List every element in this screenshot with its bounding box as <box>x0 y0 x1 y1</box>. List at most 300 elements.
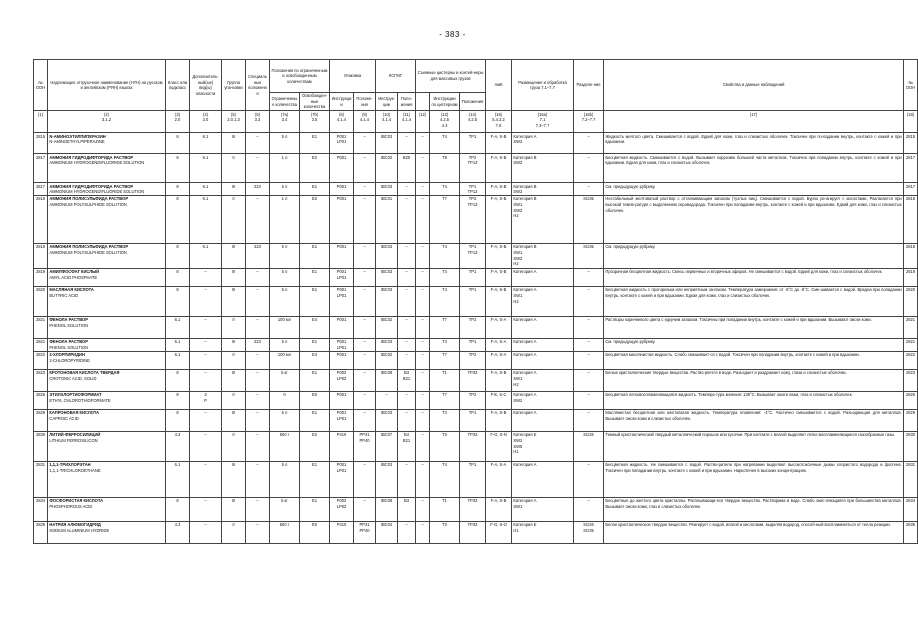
cell-subsidiary-hazard: – <box>190 339 222 352</box>
cell-shipping-name <box>48 269 166 287</box>
cell-properties: Бесцветная жидкость с прогорклым или неприятным за-пахом. Температура замерзания: от -5°С до -8°С. Сме-шивается с водой. Вредна при попадании внутрь, контакте с кожей и при вдыхании. Едкая для кожи, глаз и слизистых оболочек. <box>604 287 904 317</box>
cell-packing-instruction: P410 <box>330 432 354 462</box>
cell-ibc-instruction: IBC08 <box>376 370 398 392</box>
table-row <box>34 392 918 410</box>
header-special-provisions: Специальные положения <box>246 60 270 111</box>
name-english: ETHYL CHLOROTHIOFORMATE <box>49 398 111 404</box>
cell-excepted-quantity: E4 <box>300 352 330 370</box>
cell-limited-quantity: 5 л <box>270 133 300 154</box>
cell-un-number: 2834 <box>34 498 48 522</box>
cell-tank-blank: – <box>416 462 430 498</box>
cell-tank-instruction: T1 <box>430 498 460 522</box>
cell-properties: Прозрачная бесцветная жидкость. Смесь первичных и вторичных эфиров. Не смешивается с водой. Едкий для кожи, глаз и слизистых оболочек. <box>604 269 904 287</box>
cell-un-number: 2823 <box>34 370 48 392</box>
name-english: AMMONIUM HYDROGENDIFLUORIDE SOLUTION <box>49 189 145 195</box>
cell-subsidiary-hazard: 3 P <box>190 392 222 410</box>
cell-excepted-quantity: E1 <box>300 370 330 392</box>
cell-stowage: Категория A <box>512 352 574 370</box>
cell-special-provisions: – <box>246 498 270 522</box>
cell-tank-provision: TP2 TP13 <box>460 196 486 244</box>
cell-segregation: – <box>574 287 604 317</box>
cell-ibc-provision: – <box>398 410 416 432</box>
cell-segregation: – <box>574 370 604 392</box>
cell-excepted-quantity: E1 <box>300 133 330 154</box>
table-row <box>34 287 918 317</box>
cell-properties: Белые кристаллические твердые вещества. Раство-ряется в воде. Разъедает и раздражает кожу, глаза и слизистые оболочки. <box>604 370 904 392</box>
cell-stowage: Категория B SW1 SW2 H2 <box>512 196 574 244</box>
cell-un-number: 2817 <box>34 183 48 196</box>
cell-segregation: SG35 <box>574 196 604 244</box>
header-ibc-instructions: Инструк-ции <box>376 92 398 111</box>
header-packing: Упаковка <box>330 60 376 93</box>
header-limited: Ограниченные количества <box>270 92 300 111</box>
header-tank-blank <box>416 92 430 111</box>
cell-packing-provision: PP31 PP40 <box>354 432 376 462</box>
cell-packing-instruction: P001 LP01 <box>330 287 354 317</box>
name-russian: МАСЛЯНАЯ КИСЛОТА <box>49 287 94 293</box>
cell-shipping-name <box>48 432 166 462</box>
cell-un-number-right: 2822 <box>904 352 918 370</box>
cell-excepted-quantity: E1 <box>300 269 330 287</box>
cell-tank-instruction: T4 <box>430 287 460 317</box>
header-tanks: Съемные цистерны и контей-неры для массовых грузов <box>416 60 486 93</box>
cell-segregation: – <box>574 462 604 498</box>
cell-un-number-right: 2821 <box>904 317 918 339</box>
table-row <box>34 339 918 352</box>
name-russian: ФОСФОРИСТАЯ КИСЛОТА <box>49 498 104 504</box>
cell-packing-group: III <box>222 133 246 154</box>
name-russian: АММОНИЯ ГИДРОДИФТОРИДА РАСТВОР <box>49 154 134 160</box>
cell-segregation: – <box>574 392 604 410</box>
cell-packing-provision: – <box>354 462 376 498</box>
cell-segregation: – <box>574 154 604 183</box>
cell-packing-group: III <box>222 370 246 392</box>
cell-tank-blank: – <box>416 352 430 370</box>
cell-un-number-right: 2817 <box>904 183 918 196</box>
cell-ibc-provision: B3 B21 <box>398 370 416 392</box>
name-russian: ФЕНОЛА РАСТВОР <box>49 317 88 323</box>
cell-packing-instruction: P001 LP01 <box>330 133 354 154</box>
cell-limited-quantity: 5 л <box>270 244 300 269</box>
table-row <box>34 183 918 196</box>
cell-subsidiary-hazard: 6.1 <box>190 183 222 196</box>
cell-packing-group: III <box>222 269 246 287</box>
cell-un-number: 2835 <box>34 522 48 544</box>
cell-limited-quantity: 5 л <box>270 269 300 287</box>
cell-shipping-name <box>48 522 166 544</box>
cell-tank-instruction: T3 <box>430 432 460 462</box>
cell-tank-provision: TP2 TP13 <box>460 154 486 183</box>
cell-ibc-instruction: IBC03 <box>376 462 398 498</box>
cell-ibc-provision: – <box>398 352 416 370</box>
cell-tank-provision: TP2 <box>460 392 486 410</box>
cell-subsidiary-hazard: – <box>190 432 222 462</box>
table-row <box>34 410 918 432</box>
cell-ibc-instruction: IBC02 <box>376 317 398 339</box>
cell-un-number-right: 2835 <box>904 522 918 544</box>
cell-ibc-provision: B4 B21 <box>398 432 416 462</box>
cell-tank-blank: – <box>416 392 430 410</box>
cell-ems: F-A, S-A <box>486 317 512 339</box>
cell-tank-provision: TP1 <box>460 287 486 317</box>
dangerous-goods-table <box>33 59 918 544</box>
cell-un-number: 2818 <box>34 196 48 244</box>
cell-un-number-right: 2826 <box>904 392 918 410</box>
cell-packing-group: III <box>222 410 246 432</box>
cell-packing-instruction: P001 <box>330 196 354 244</box>
cell-ibc-provision: B20 <box>398 154 416 183</box>
cell-ibc-instruction: IBC01 <box>376 196 398 244</box>
cell-excepted-quantity: E1 <box>300 410 330 432</box>
cell-packing-group: II <box>222 317 246 339</box>
cell-tank-blank: – <box>416 196 430 244</box>
cell-un-number-right: 2818 <box>904 196 918 244</box>
cell-stowage: Категория B SW2 <box>512 183 574 196</box>
column-number-row <box>34 111 918 133</box>
cell-packing-group: II <box>222 432 246 462</box>
header-shipping-name: Надлежащее отгрузочное наименование (НТН) на русском и английском (РЯН) языках <box>48 60 166 111</box>
cell-ems: F-A, S-B <box>486 287 512 317</box>
colnum: (7b) 3.5 <box>300 111 330 133</box>
header-tank-instructions: Инструкции по цистернам <box>430 92 460 111</box>
cell-properties: Белое кристаллическое твердое вещество. Реагирует с водой, влагой и кислотами, выделяя водород, способ-ный воспламеняться от тепла реакции. <box>604 522 904 544</box>
name-english: PHOSPHOROUS ACID <box>49 504 93 510</box>
cell-shipping-name <box>48 392 166 410</box>
cell-un-number: 2822 <box>34 352 48 370</box>
cell-properties: Бесцветная маслянистая жидкость. Слабо смешивает-ся с водой. Токсичен при попадании внутрь, контакте с кожей и при вдыхании. <box>604 352 904 370</box>
cell-ibc-instruction: IBC03 <box>376 244 398 269</box>
cell-un-number-right: 2821 <box>904 339 918 352</box>
cell-packing-provision: – <box>354 133 376 154</box>
header-packing-group: Группа упа-ковки <box>222 60 246 111</box>
table-row <box>34 269 918 287</box>
cell-excepted-quantity: E1 <box>300 183 330 196</box>
table-row <box>34 244 918 269</box>
cell-tank-provision: TP2 <box>460 352 486 370</box>
cell-packing-group: II <box>222 522 246 544</box>
cell-packing-group: II <box>222 154 246 183</box>
cell-tank-provision: TP1 <box>460 269 486 287</box>
header-ems: АмК <box>486 60 512 111</box>
cell-un-number-right: 2830 <box>904 432 918 462</box>
cell-stowage: Категория A <box>512 462 574 498</box>
cell-ibc-instruction: IBC03 <box>376 287 398 317</box>
cell-ibc-instruction: IBC03 <box>376 339 398 352</box>
colnum: (3) 2.0 <box>166 111 190 133</box>
cell-packing-provision: – <box>354 392 376 410</box>
cell-un-number: 2831 <box>34 462 48 498</box>
cell-un-number-right: 2834 <box>904 498 918 522</box>
cell-tank-blank: – <box>416 244 430 269</box>
cell-tank-provision: TP33 <box>460 498 486 522</box>
cell-packing-provision: PP31 PP40 <box>354 522 376 544</box>
cell-stowage: Категория A SW1 <box>512 498 574 522</box>
cell-packing-group: III <box>222 287 246 317</box>
name-russian: ЛИТИЙ-ФЕРРОСИЛИЦИЙ <box>49 432 101 438</box>
cell-packing-provision: – <box>354 154 376 183</box>
cell-packing-group: III <box>222 498 246 522</box>
page-number: - 383 - <box>439 30 466 39</box>
name-english: 1,1,1-TRICHLOROETHANE <box>49 468 101 474</box>
cell-tank-provision: TP1 <box>460 133 486 154</box>
cell-segregation: SG26 SG35 <box>574 522 604 544</box>
cell-ems: F-A, S-B <box>486 410 512 432</box>
cell-stowage: Категория A SW1 H2 <box>512 370 574 392</box>
cell-tank-instruction: T4 <box>430 462 460 498</box>
cell-segregation: – <box>574 269 604 287</box>
cell-tank-instruction: T7 <box>430 196 460 244</box>
cell-packing-instruction: P001 LP01 <box>330 410 354 432</box>
name-russian: 1,1,1-ТРИХЛОРЭТАН <box>49 462 91 468</box>
cell-ems: F-A, S-A <box>486 339 512 352</box>
cell-shipping-name <box>48 287 166 317</box>
cell-properties: См. предыдущую рубрику. <box>604 339 904 352</box>
cell-tank-blank: – <box>416 370 430 392</box>
cell-limited-quantity: 5 кг <box>270 498 300 522</box>
cell-stowage: Категория B SW1 SW2 H2 <box>512 244 574 269</box>
name-english: AMMONIUM POLYSULPHIDE SOLUTION <box>49 202 127 208</box>
cell-properties: Растворы коричневого цвета с едкучим запахом. Токсичны при попадании внутрь, контакте с кожей и при вдыхании. Вызывают ожоги кожи. <box>604 317 904 339</box>
colnum: (16a) 7.1 7.3–7.7 <box>512 111 574 133</box>
cell-ems: F-A, S-A <box>486 352 512 370</box>
colnum: (2) 3.1.2 <box>48 111 166 133</box>
name-english: AMYL ACID PHOSPHATE <box>49 275 98 281</box>
cell-special-provisions: – <box>246 392 270 410</box>
cell-stowage: Категория A <box>512 339 574 352</box>
cell-packing-provision: – <box>354 244 376 269</box>
cell-ems: F-A, S-A <box>486 462 512 498</box>
cell-special-provisions: – <box>246 432 270 462</box>
colnum: (7a) 3.4 <box>270 111 300 133</box>
cell-ems: F-G, S-N <box>486 432 512 462</box>
cell-ibc-instruction: IBC03 <box>376 133 398 154</box>
cell-ibc-provision: – <box>398 317 416 339</box>
cell-tank-provision: TP1 <box>460 410 486 432</box>
cell-class: 8 <box>166 183 190 196</box>
cell-packing-instruction: P001 LP01 <box>330 269 354 287</box>
cell-packing-provision: – <box>354 196 376 244</box>
cell-shipping-name <box>48 317 166 339</box>
name-english: CAPROIC ACID <box>49 416 79 422</box>
cell-tank-blank: – <box>416 498 430 522</box>
cell-tank-blank: – <box>416 339 430 352</box>
cell-special-provisions: – <box>246 462 270 498</box>
cell-class: 8 <box>166 370 190 392</box>
name-russian: N-АМИНОЭТИЛПИПЕРАЗИН <box>49 133 106 139</box>
name-russian: АММОНИЯ ГИДРОДИФТОРИДА РАСТВОР <box>49 183 134 189</box>
cell-class: 8 <box>166 244 190 269</box>
cell-ibc-provision: B3 <box>398 498 416 522</box>
cell-tank-blank: – <box>416 287 430 317</box>
name-russian: КРОТОНОВАЯ КИСЛОТА ТВЕРДАЯ <box>49 370 120 376</box>
cell-tank-provision: TP33 <box>460 522 486 544</box>
cell-excepted-quantity: E1 <box>300 287 330 317</box>
cell-tank-instruction: T4 <box>430 269 460 287</box>
cell-properties: Темный кристаллический твердый металлический порошок или кусочки. При контакте с влагой выделяет легко-воспламеняющиеся газообразные газы. <box>604 432 904 462</box>
cell-un-number-right: 2819 <box>904 269 918 287</box>
cell-ibc-provision: – <box>398 522 416 544</box>
cell-special-provisions: 223 <box>246 183 270 196</box>
cell-tank-instruction: T7 <box>430 317 460 339</box>
cell-class: 8 <box>166 410 190 432</box>
header-stowage: Размещение и обработка груза 7.1–7.7 <box>512 60 574 111</box>
cell-ems: F-A, S-B <box>486 498 512 522</box>
cell-stowage: Категория B SW2 <box>512 154 574 183</box>
cell-ibc-instruction: IBC03 <box>376 410 398 432</box>
cell-un-number-right: 2831 <box>904 462 918 498</box>
cell-special-provisions: 223 <box>246 339 270 352</box>
cell-stowage: Категория E SW2 SW5 H1 <box>512 432 574 462</box>
cell-packing-group: II <box>222 392 246 410</box>
cell-class: 6.1 <box>166 317 190 339</box>
cell-packing-provision: – <box>354 370 376 392</box>
colnum: (4) 2.0 <box>190 111 222 133</box>
cell-limited-quantity: 100 мл <box>270 317 300 339</box>
cell-class: 8 <box>166 392 190 410</box>
cell-ems: F-A, S-B <box>486 133 512 154</box>
cell-shipping-name <box>48 498 166 522</box>
colnum: (11) 4.1.4 <box>398 111 416 133</box>
cell-ibc-instruction: IBC02 <box>376 352 398 370</box>
cell-stowage: Категория A SW2 <box>512 133 574 154</box>
cell-stowage: Категория E H1 <box>512 522 574 544</box>
cell-tank-provision: TP2 <box>460 317 486 339</box>
cell-excepted-quantity: E2 <box>300 432 330 462</box>
colnum: (14) 4.2.5 <box>460 111 486 133</box>
colnum: (12) <box>416 111 430 133</box>
cell-subsidiary-hazard: – <box>190 269 222 287</box>
cell-properties: Бесцветные до желтого цвета кристаллы. Расплывающи-еся твердое вещество. Растворима в воде. Слабо окис-ляющаяся при большинства металлов. Вызывает ожоги кожи, глаз и слизистых оболочек. <box>604 498 904 522</box>
cell-packing-group: III <box>222 462 246 498</box>
name-russian: ЭТИЛХЛОРТИОФОРМИАТ <box>49 392 102 398</box>
cell-ibc-provision: – <box>398 462 416 498</box>
cell-shipping-name <box>48 462 166 498</box>
cell-un-number: 2830 <box>34 432 48 462</box>
cell-ibc-provision: – <box>398 244 416 269</box>
cell-packing-instruction: P001 <box>330 154 354 183</box>
cell-packing-instruction: P001 <box>330 183 354 196</box>
name-russian: АММОНИЯ ПОЛИСУЛЬФИДА РАСТВОР <box>49 244 129 250</box>
cell-un-number: 2829 <box>34 410 48 432</box>
cell-ems: F-A, S-B <box>486 269 512 287</box>
cell-shipping-name <box>48 244 166 269</box>
header-segregation: Разделе-ние <box>574 60 604 111</box>
cell-subsidiary-hazard: – <box>190 410 222 432</box>
cell-excepted-quantity: E1 <box>300 462 330 498</box>
cell-ibc-provision: – <box>398 392 416 410</box>
header-subsidiary-hazard: Дополнитель-ный(ые) вид(ы) опасности <box>190 60 222 111</box>
cell-packing-group: III <box>222 244 246 269</box>
colnum: (10) 4.1.4 <box>376 111 398 133</box>
cell-subsidiary-hazard: 6.1 <box>190 196 222 244</box>
cell-tank-blank: – <box>416 432 430 462</box>
cell-un-number: 2817 <box>34 154 48 183</box>
cell-class: 8 <box>166 196 190 244</box>
name-english: AMMONIUM POLYSULPHIDE SOLUTION <box>49 250 127 256</box>
cell-ibc-instruction: IBC03 <box>376 269 398 287</box>
cell-properties: Нестабильный желтоватый раствор с отталкивающим запахом (тухлых яиц). Смешивается с водой. Бурно ре-агирует с кислотами. Разлагается при высокой темпе-ратуре с выделением сероводорода. Токсичен при попадании внутрь, контакте с кожей и при вдыхании. Едкий для кожи, глаз и слизистых оболочек. <box>604 196 904 244</box>
cell-shipping-name <box>48 370 166 392</box>
cell-properties: Маслянистая бесцветная или желтоватая жидкость. Температура плавления: -4°С. Частично смешивается с водой. Разъедающая для металлов. Вызывает ожоги кожи и слизистых оболочек. <box>604 410 904 432</box>
table-row <box>34 352 918 370</box>
cell-tank-provision: TP1 <box>460 339 486 352</box>
table-row <box>34 196 918 244</box>
cell-limited-quantity: 5 л <box>270 287 300 317</box>
cell-shipping-name <box>48 154 166 183</box>
cell-un-number-right: 2823 <box>904 370 918 392</box>
cell-packing-provision: – <box>354 287 376 317</box>
cell-tank-blank: – <box>416 317 430 339</box>
cell-shipping-name <box>48 133 166 154</box>
cell-special-provisions: – <box>246 287 270 317</box>
cell-ems: F-A, S-B <box>486 244 512 269</box>
header-properties: Свойства и данные наблюдений <box>604 60 904 111</box>
cell-tank-provision: TP1 TP13 <box>460 244 486 269</box>
cell-subsidiary-hazard: 6.1 <box>190 154 222 183</box>
cell-tank-instruction: T7 <box>430 392 460 410</box>
cell-excepted-quantity: E0 <box>300 522 330 544</box>
colnum: (13) 4.2.5 4.3 <box>430 111 460 133</box>
name-english: BUTYRIC ACID <box>49 293 79 299</box>
cell-properties: Бесцветная жидкость. Не смешивается с водой. Раство-рители при нагревании выделяют высокотоксичные дымы хлористого водорода и фосгена. Токсичен при попадании внутрь, контакте с кожей и при вдыхании. Наркотичен в высоких концентрациях. <box>604 462 904 498</box>
header-tank-provisions: Положения <box>460 92 486 111</box>
cell-limited-quantity: 1 л <box>270 154 300 183</box>
cell-packing-instruction: P002 LP02 <box>330 370 354 392</box>
table-row <box>34 498 918 522</box>
name-english: N-AMINOETHYLPIPERAZINE <box>49 139 105 145</box>
cell-packing-instruction: P001 LP01 <box>330 339 354 352</box>
cell-shipping-name <box>48 410 166 432</box>
cell-excepted-quantity: E1 <box>300 244 330 269</box>
cell-segregation: – <box>574 352 604 370</box>
cell-ibc-provision: – <box>398 133 416 154</box>
cell-tank-instruction: T4 <box>430 339 460 352</box>
cell-subsidiary-hazard: – <box>190 370 222 392</box>
cell-tank-instruction: T8 <box>430 154 460 183</box>
cell-limited-quantity: 500 г <box>270 522 300 544</box>
cell-limited-quantity: 100 мл <box>270 352 300 370</box>
cell-special-provisions: 223 <box>246 244 270 269</box>
table-row <box>34 522 918 544</box>
colnum: (1) <box>34 111 48 133</box>
cell-stowage: Категория A SW1 H2 <box>512 287 574 317</box>
cell-class: 4.3 <box>166 522 190 544</box>
cell-special-provisions: – <box>246 317 270 339</box>
colnum: (6) 3.3 <box>246 111 270 133</box>
colnum: (5) 2.0.1.3 <box>222 111 246 133</box>
cell-tank-instruction: T3 <box>430 522 460 544</box>
cell-packing-instruction: P410 <box>330 522 354 544</box>
cell-tank-blank: – <box>416 410 430 432</box>
colnum: (16b) 7.2–7.7 <box>574 111 604 133</box>
table-row <box>34 462 918 498</box>
name-english: LITHIUM FERROSILICON <box>49 438 98 444</box>
cell-limited-quantity: 0 <box>270 392 300 410</box>
cell-limited-quantity: 1 л <box>270 196 300 244</box>
cell-properties: Бесцветная жидкость. Смешивается с водой. Вызывает коррозию большей части металлов. Токсична при попадании внутрь, контакте с кожей и при вдыхании. Едкая для кожи, глаз и слизистых оболочек. <box>604 154 904 183</box>
header-ibc: КСГМГ <box>376 60 416 93</box>
cell-segregation: – <box>574 133 604 154</box>
cell-special-provisions: – <box>246 269 270 287</box>
cell-limited-quantity: 5 л <box>270 462 300 498</box>
cell-packing-instruction: P002 LP02 <box>330 498 354 522</box>
cell-class: 8 <box>166 154 190 183</box>
cell-tank-instruction: T1 <box>430 370 460 392</box>
cell-subsidiary-hazard: – <box>190 522 222 544</box>
cell-un-number-right: 2820 <box>904 287 918 317</box>
cell-segregation: – <box>574 498 604 522</box>
cell-un-number: 2820 <box>34 287 48 317</box>
